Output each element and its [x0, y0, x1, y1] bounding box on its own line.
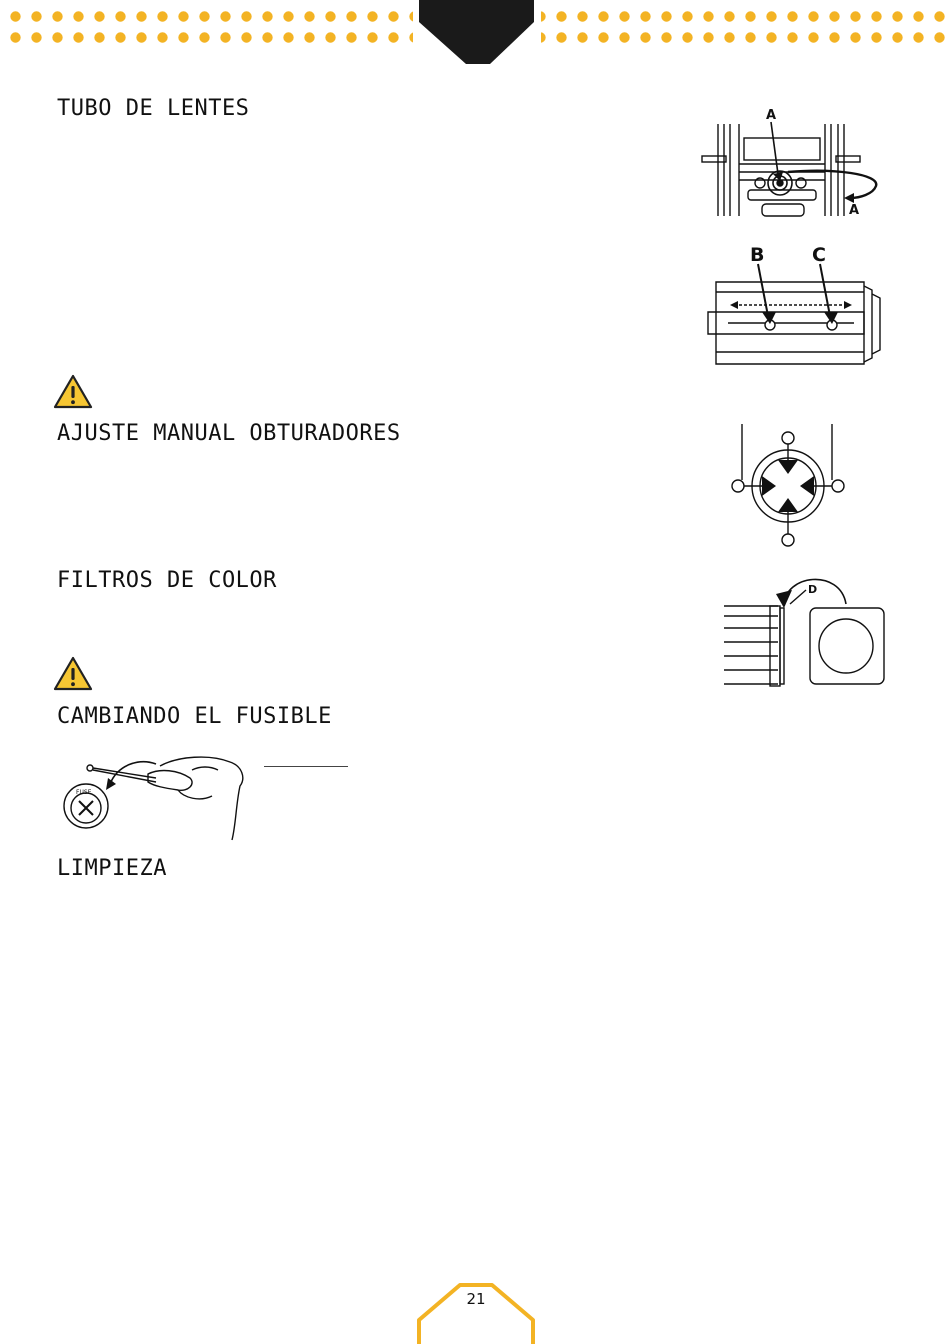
heading-lens-tube: TUBO DE LENTES	[57, 96, 250, 121]
filter-d-label: D	[808, 583, 818, 596]
heading-fuse: CAMBIANDO EL FUSIBLE	[57, 704, 332, 729]
warning-triangle-icon	[53, 374, 93, 410]
fuse-cap-label: FUSE	[76, 789, 92, 796]
fuse-replacement-illustration	[60, 752, 250, 844]
header-dots-right	[541, 6, 946, 48]
header-dot-band	[0, 0, 950, 70]
heading-shutters: AJUSTE MANUAL OBTURADORES	[57, 421, 401, 446]
focus-c-label: C	[812, 244, 826, 266]
zoom-focus-illustration	[704, 240, 890, 372]
lock-a-label-side: A	[849, 203, 860, 218]
lens-tube-lock-illustration	[684, 102, 892, 218]
color-filter-illustration	[722, 560, 890, 688]
heading-color-filters: FILTROS DE COLOR	[57, 568, 277, 593]
shutters-illustration	[722, 420, 854, 550]
page-number: 21	[466, 1290, 486, 1308]
warning-triangle-icon	[53, 656, 93, 692]
header-dots-left	[5, 6, 413, 48]
header-tab	[419, 0, 534, 64]
heading-cleaning: LIMPIEZA	[57, 856, 167, 881]
zoom-b-label: B	[750, 244, 765, 266]
fuse-divider-line	[264, 766, 348, 767]
lock-a-label-top: A	[766, 108, 777, 123]
